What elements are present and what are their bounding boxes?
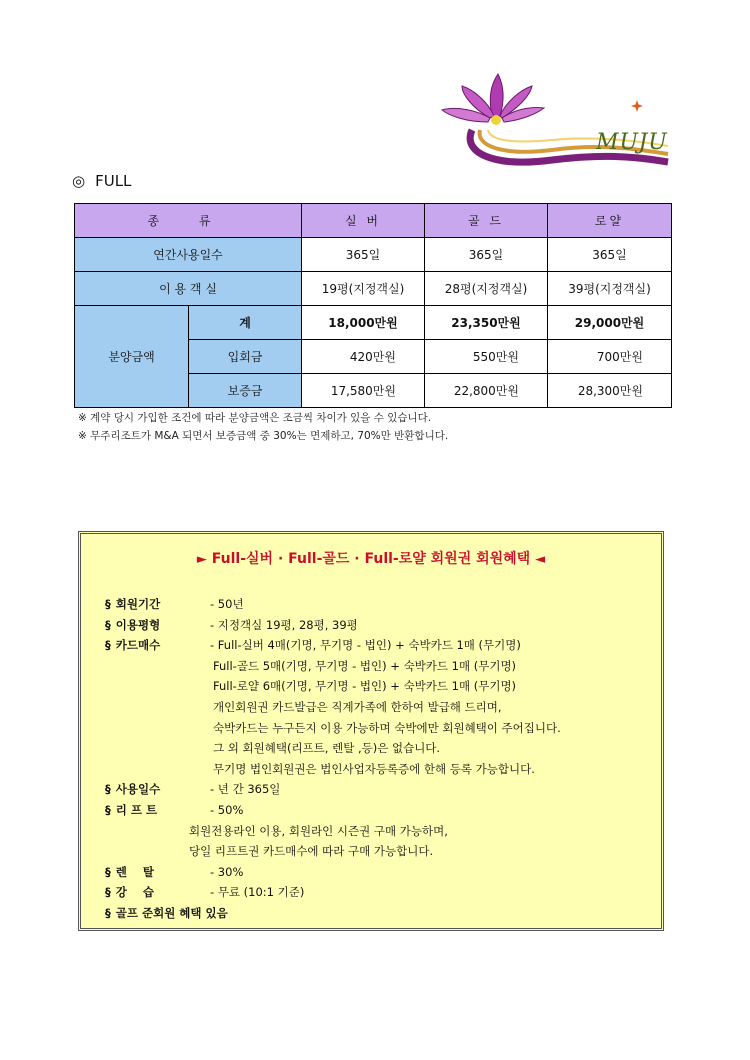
total-label: 계 xyxy=(189,306,302,340)
benefit-value: - 지정객실 19평, 28평, 39평 xyxy=(210,617,358,632)
table-cell: 22,800만원 xyxy=(425,374,548,408)
benefit-value: - Full-실버 4매(기명, 무기명 - 법인) + 숙박카드 1매 (무기명) xyxy=(210,638,521,653)
list-item xyxy=(105,821,561,842)
benefit-subline: Full-골드 5매(기명, 무기명 - 법인) + 숙박카드 1매 (무기명) xyxy=(213,658,517,673)
triangle-right-icon: ► xyxy=(196,552,207,567)
table-cell: 23,350만원 xyxy=(425,306,548,340)
notes xyxy=(78,409,448,445)
benefits-list xyxy=(105,594,561,924)
list-item xyxy=(105,862,561,883)
section-sign-icon: § xyxy=(105,864,111,879)
benefit-subline: 당일 리프트권 카드매수에 따라 구매 가능합니다. xyxy=(189,844,434,859)
benefit-value: - 무료 (10:1 기준) xyxy=(210,885,305,900)
table-cell: 18,000만원 xyxy=(302,306,425,340)
section-sign-icon: § xyxy=(105,597,111,611)
sale-label: 분양금액 xyxy=(75,306,189,408)
benefit-key: 강 습 xyxy=(115,885,154,900)
room-label: 이 용 객 실 xyxy=(75,272,302,306)
list-item xyxy=(105,718,561,739)
lotus-flower-icon xyxy=(432,72,677,184)
header-silver: 실 버 xyxy=(302,204,425,238)
table-row xyxy=(75,272,672,306)
benefits-title-text: Full-실버 · Full-골드 · Full-로얄 회원권 회원혜택 xyxy=(211,551,531,567)
note-line: ※ 무주리조트가 M&A 되면서 보증금액 중 30%는 면제하고, 70%만 반환합니다. xyxy=(78,430,449,442)
benefit-value: - 년 간 365일 xyxy=(210,782,281,797)
benefit-value: - 50년 xyxy=(210,597,244,611)
list-item xyxy=(105,656,561,677)
section-sign-icon: § xyxy=(105,885,111,900)
list-item xyxy=(105,800,561,821)
double-circle-icon: ◎ xyxy=(72,172,86,190)
list-item xyxy=(105,779,561,800)
table-cell: 365일 xyxy=(548,238,672,272)
table-row xyxy=(75,238,672,272)
benefits-title xyxy=(81,548,661,568)
section-sign-icon: § xyxy=(105,802,111,817)
table-cell: 365일 xyxy=(302,238,425,272)
table-cell: 550만원 xyxy=(425,340,548,374)
triangle-left-icon: ◄ xyxy=(535,552,546,567)
table-cell: 28,300만원 xyxy=(548,374,672,408)
muju-logo xyxy=(432,72,677,184)
benefit-subline: 그 외 회원혜택(리프트, 렌탈 ,등)은 없습니다. xyxy=(213,741,441,756)
table-cell: 28평(지정객실) xyxy=(425,272,548,306)
table-cell: 39평(지정객실) xyxy=(548,272,672,306)
benefit-key: 이용평형 xyxy=(115,617,161,632)
benefit-subline: Full-로얄 6매(기명, 무기명 - 법인) + 숙박카드 1매 (무기명) xyxy=(213,679,517,694)
benefit-key: 사용일수 xyxy=(115,782,161,797)
section-sign-icon: § xyxy=(105,782,111,797)
list-item xyxy=(105,882,561,903)
section-sign-icon: § xyxy=(105,617,111,632)
list-item xyxy=(105,635,561,656)
list-item xyxy=(105,594,561,615)
table-row xyxy=(75,306,672,340)
deposit-label: 보증금 xyxy=(189,374,302,408)
benefit-key: 회원기간 xyxy=(115,597,161,611)
table-cell: 365일 xyxy=(425,238,548,272)
list-item xyxy=(105,841,561,862)
list-item xyxy=(105,759,561,780)
entry-label: 입회금 xyxy=(189,340,302,374)
section-title-text: FULL xyxy=(95,172,132,190)
note-line: ※ 계약 당시 가입한 조건에 따라 분양금액은 조금씩 차이가 있을 수 있습니다. xyxy=(78,412,432,424)
header-royal: 로얄 xyxy=(548,204,672,238)
benefit-subline: 무기명 법인회원권은 법인사업자등록증에 한해 등록 가능합니다. xyxy=(213,761,535,776)
header-type: 종 류 xyxy=(75,204,302,238)
benefit-key: 골프 준회원 혜택 있음 xyxy=(115,905,228,920)
price-table xyxy=(74,203,672,408)
benefit-key: 카드매수 xyxy=(115,638,161,653)
benefit-subline: 개인회원권 카드발급은 직계가족에 한하여 발급해 드리며, xyxy=(213,699,502,714)
star-icon xyxy=(631,100,643,112)
benefit-key: 렌 탈 xyxy=(115,864,154,879)
table-cell: 700만원 xyxy=(548,340,672,374)
benefit-value: - 30% xyxy=(210,864,244,879)
list-item xyxy=(105,903,561,924)
section-sign-icon: § xyxy=(105,638,111,653)
list-item xyxy=(105,738,561,759)
section-sign-icon: § xyxy=(105,905,111,920)
table-cell: 420만원 xyxy=(302,340,425,374)
benefit-key: 리 프 트 xyxy=(115,802,158,817)
list-item xyxy=(105,676,561,697)
list-item xyxy=(105,615,561,636)
benefit-subline: 회원전용라인 이용, 회원라인 시즌권 구매 가능하며, xyxy=(189,823,448,838)
table-header-row xyxy=(75,204,672,238)
annual-days-label: 연간사용일수 xyxy=(75,238,302,272)
logo-text: MUJU xyxy=(596,130,668,155)
table-cell: 17,580만원 xyxy=(302,374,425,408)
benefit-value: - 50% xyxy=(210,802,244,817)
section-title xyxy=(72,172,131,190)
header-gold: 골 드 xyxy=(425,204,548,238)
list-item xyxy=(105,697,561,718)
table-cell: 29,000만원 xyxy=(548,306,672,340)
benefit-subline: 숙박카드는 누구든지 이용 가능하며 숙박에만 회원혜택이 주어집니다. xyxy=(213,720,561,735)
table-cell: 19평(지정객실) xyxy=(302,272,425,306)
benefits-box xyxy=(78,531,664,931)
